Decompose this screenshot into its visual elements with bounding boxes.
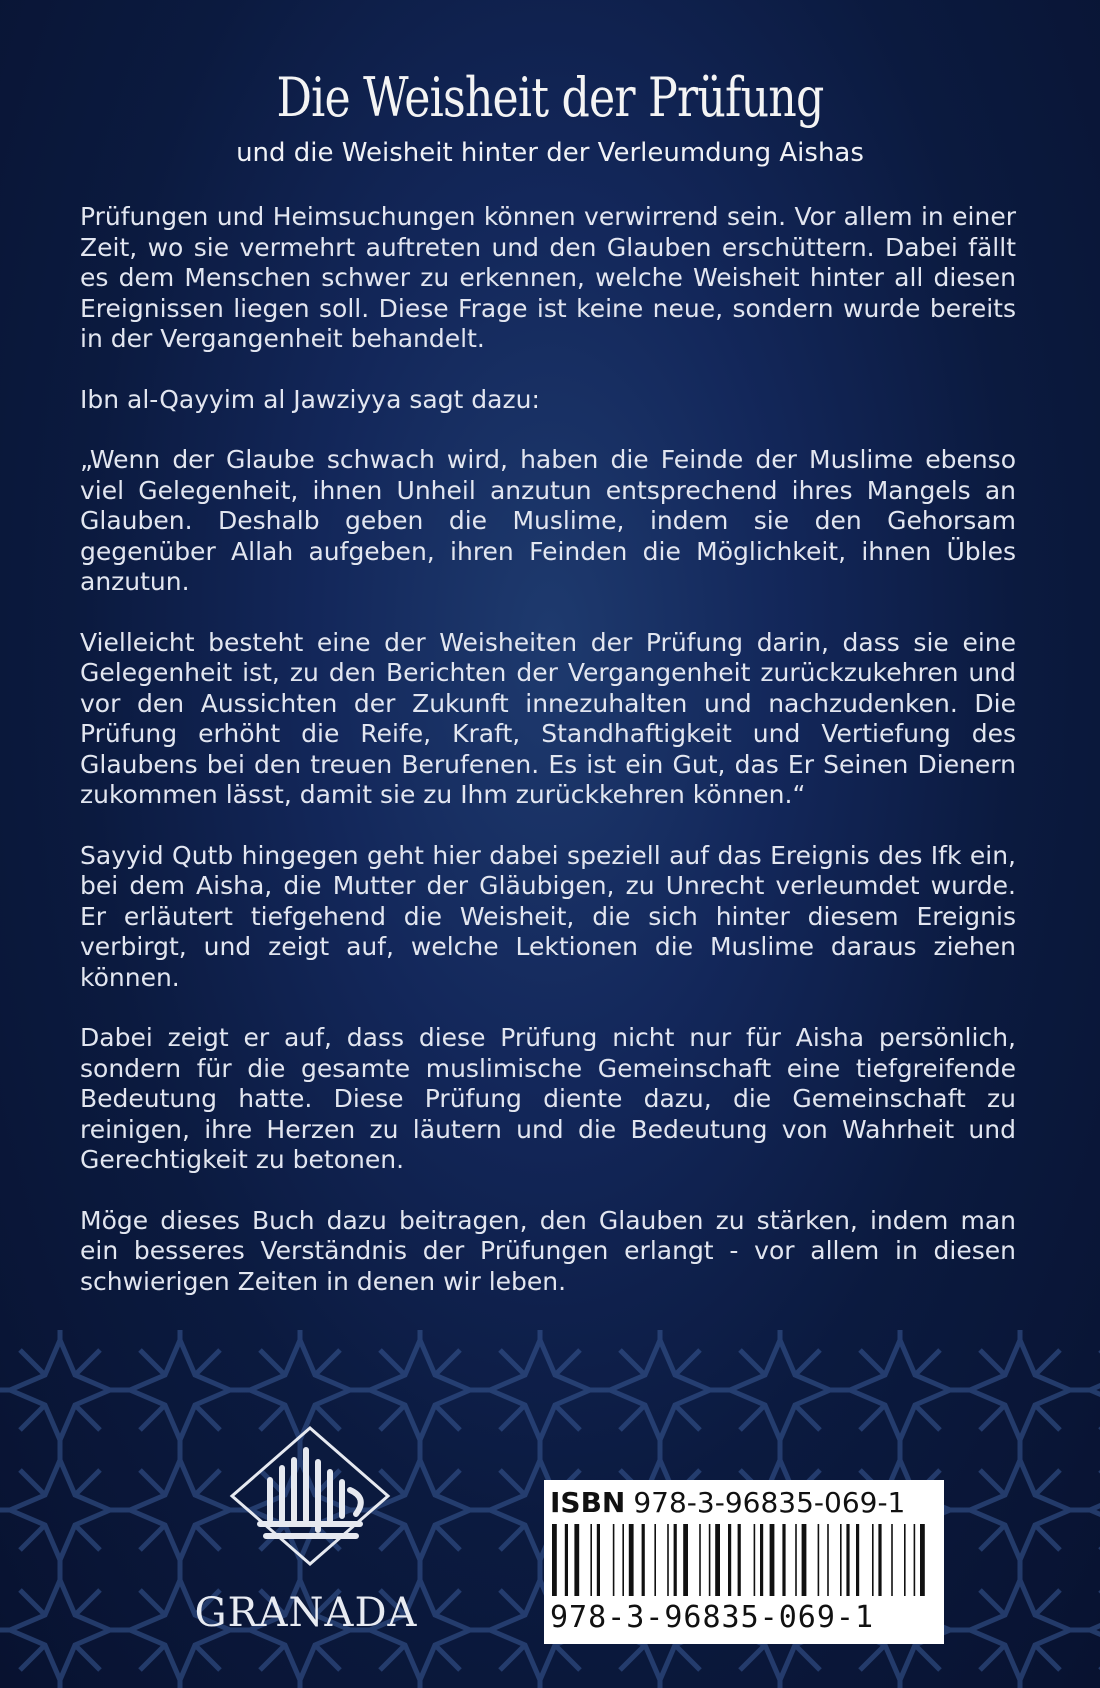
isbn-number: 978-3-96835-069-1: [633, 1486, 906, 1519]
blurb-paragraph: „Wenn der Glaube schwach wird, haben die Feinde der Muslime ebenso viel Gelegenheit, ihnen Unheil anzutun entsprechend ihres Mangels an Glauben. Deshalb geben die Muslime, indem sie den Gehorsam gegenüber Allah aufgeben, ihren Feinden die Möglichkeit, ihnen Übles anzutun.: [80, 445, 1016, 596]
isbn-barcode-digits: 978-3-96835-069-1: [550, 1600, 875, 1635]
blurb-paragraph: Dabei zeigt er auf, dass diese Prüfung nicht nur für Aisha persönlich, sondern für die gesamte muslimische Gemeinschaft eine tiefgreifende Bedeutung hatte. Diese Prüfung diente dazu, die Gemeinschaft zu reinigen, ihre Herzen zu läutern und die Bedeutung von Wahrheit und Gerechtigkeit zu betonen.: [80, 1023, 1016, 1174]
publisher-logo-calligraphy: [210, 1420, 410, 1570]
book-title: Die Weisheit der Prüfung: [276, 66, 824, 129]
barcode-icon: [552, 1524, 936, 1596]
blurb-text: [80, 202, 1016, 1327]
blurb-paragraph: Sayyid Qutb hingegen geht hier dabei speziell auf das Ereignis des Ifk ein, bei dem Aisha, die Mutter der Gläubigen, zu Unrecht verleumdet wurde. Er erläutert tiefgehend die Weisheit, die sich hinter diesem Ereignis verbirgt, und zeigt auf, welche Lektionen die Muslime daraus ziehen können.: [80, 840, 1016, 992]
isbn-barcode-box: [544, 1480, 944, 1644]
blurb-paragraph: Möge dieses Buch dazu beitragen, den Glauben zu stärken, indem man ein besseres Verständnis der Prüfungen erlangt - vor allem in diesen schwierigen Zeiten in denen wir leben.: [80, 1205, 1016, 1296]
publisher-name: GRANADA: [194, 1590, 418, 1636]
blurb-paragraph: Ibn al-Qayyim al Jawziyya sagt dazu:: [80, 384, 540, 414]
blurb-paragraph: Prüfungen und Heimsuchungen können verwirrend sein. Vor allem in einer Zeit, wo sie vermehrt auftreten und den Glauben erschüttern. Dabei fällt es dem Menschen schwer zu erkennen, welche Weisheit hinter all diesen Ereignissen liegen soll. Diese Frage ist keine neue, sondern wurde bereits in der Vergangenheit behandelt.: [80, 202, 1016, 353]
book-subtitle: und die Weisheit hinter der Verleumdung Aishas: [236, 138, 864, 168]
isbn-label: ISBN 978-3-96835-069-1: [550, 1486, 906, 1519]
blurb-paragraph: Vielleicht besteht eine der Weisheiten der Prüfung darin, dass sie eine Gelegenheit ist, zu den Berichten der Vergangenheit zurückzukehren und vor den Aussichten der Zukunft innezuhalten und nachzudenken. Die Prüfung erhöht die Reife, Kraft, Standhaftigkeit und Vertiefung des Glaubens bei den treuen Berufenen. Es ist ein Gut, das Er Seinen Dienern zukommen lässt, damit sie zu Ihm zurückkehren können.“: [80, 627, 1016, 809]
